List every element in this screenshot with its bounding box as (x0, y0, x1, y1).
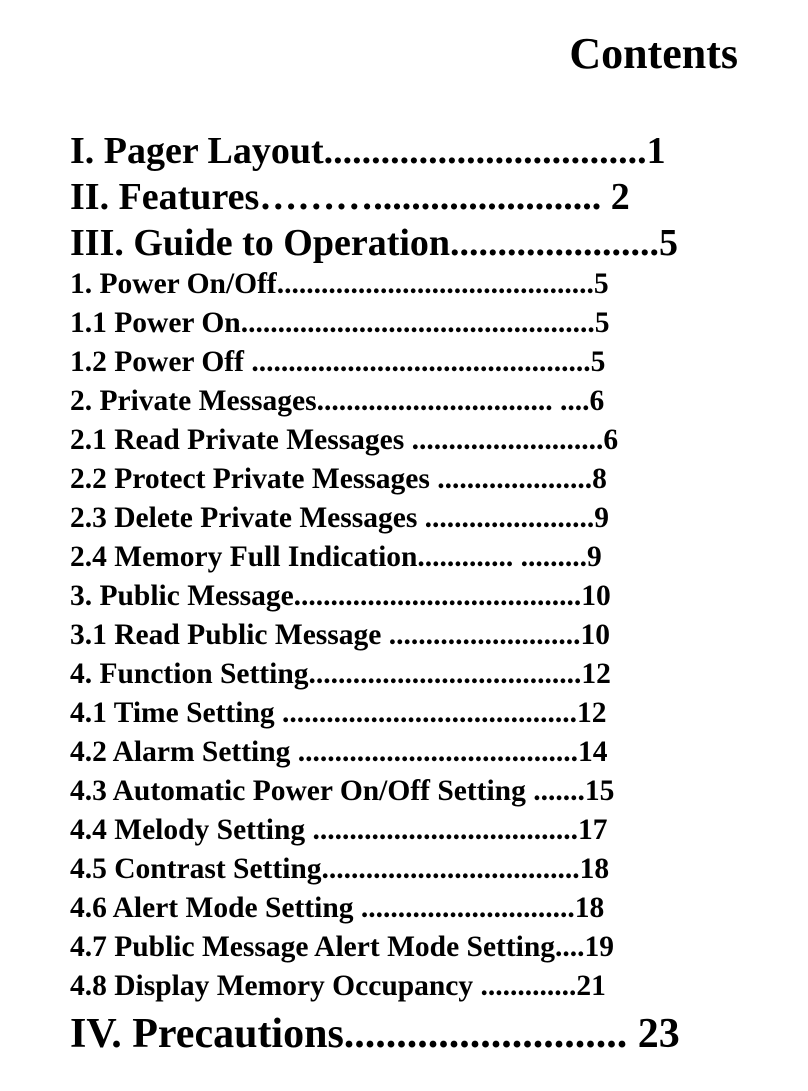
toc-entry[interactable]: 1.1 Power On................................................5 (70, 307, 610, 339)
toc-entry[interactable]: 4.1 Time Setting ........................................12 (70, 697, 607, 729)
toc-entry[interactable]: 3. Public Message.......................................10 (70, 580, 611, 612)
toc-entry[interactable]: 2.1 Read Private Messages ..........................6 (70, 424, 619, 456)
toc-entry[interactable]: 4.6 Alert Mode Setting .............................18 (70, 892, 605, 924)
toc-entry[interactable]: III. Guide to Operation......................5 (70, 222, 679, 264)
toc-entry[interactable]: 4.5 Contrast Setting...................................18 (70, 853, 610, 885)
toc-entry[interactable]: 2.4 Memory Full Indication............. .........9 (70, 541, 602, 573)
toc-entry[interactable]: 4.7 Public Message Alert Mode Setting....19 (70, 931, 615, 963)
toc-entry[interactable]: 2.3 Delete Private Messages .......................9 (70, 502, 610, 534)
toc-entry[interactable]: 2. Private Messages................................ ....6 (70, 385, 605, 417)
toc-entry[interactable]: I. Pager Layout..................................1 (70, 130, 666, 172)
page-title: Contents (569, 29, 738, 78)
toc-entry[interactable]: 2.2 Protect Private Messages .....................8 (70, 463, 607, 495)
toc-entry[interactable]: 4. Function Setting.....................................12 (70, 658, 611, 690)
toc-entry[interactable]: 4.3 Automatic Power On/Off Setting .......15 (70, 775, 615, 807)
toc-entry[interactable]: 1.2 Power Off ..............................................5 (70, 346, 606, 378)
toc-entry[interactable]: 4.4 Melody Setting ....................................17 (70, 814, 608, 846)
toc-entry[interactable]: II. Features………........................ 2 (70, 176, 630, 218)
toc-entry[interactable]: 4.8 Display Memory Occupancy .............21 (70, 970, 606, 1002)
toc-entry[interactable]: IV. Precautions........................... 23 (70, 1011, 680, 1057)
toc-entry[interactable]: 4.2 Alarm Setting ......................................14 (70, 736, 608, 768)
toc-entry[interactable]: 1. Power On/Off...........................................5 (70, 268, 609, 300)
toc-entry[interactable]: 3.1 Read Public Message ..........................10 (70, 619, 610, 651)
